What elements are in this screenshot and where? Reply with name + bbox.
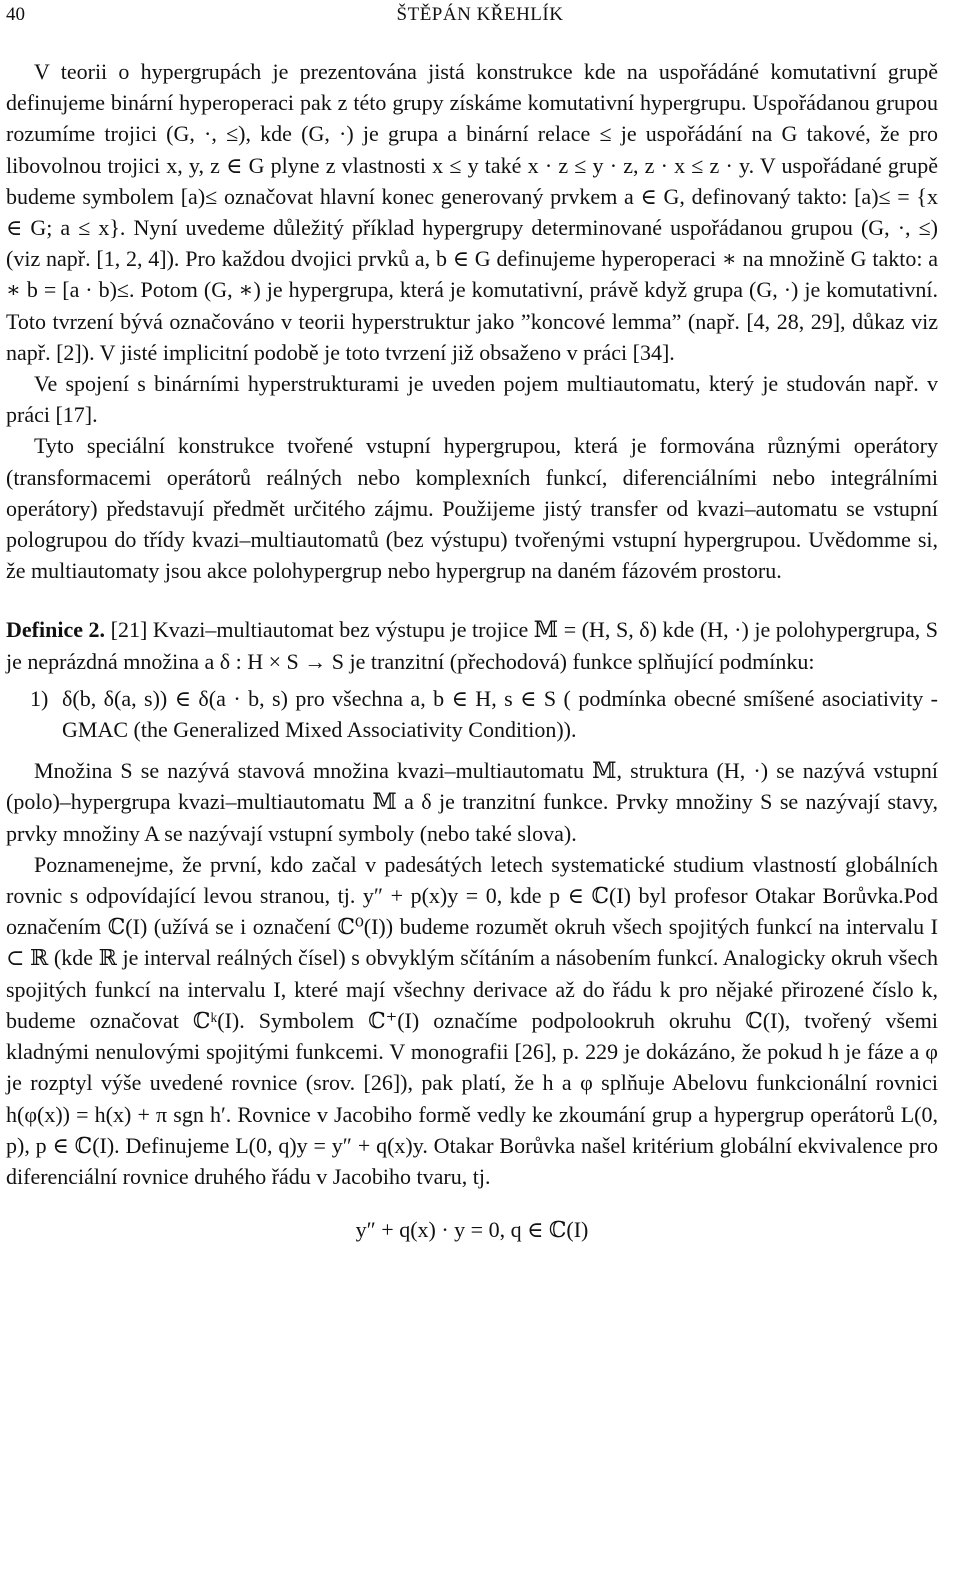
paragraph-state-set: Množina S se nazývá stavová množina kvazi–multiautomatu 𝕄, struktura (H, ·) se nazývá vstupní (polo)–hypergrupa kvazi–multiautomatu 𝕄 a δ je tranzitní funkce. Prvky množiny S se nazývají stavy, prvky množiny A se nazývají vstupní symboly (nebo také slova). — [6, 758, 938, 846]
definition-text: [21] Kvazi–multiautomat bez výstupu je trojice 𝕄 = (H, S, δ) kde (H, ·) je polohypergrupa, S je neprázdná množina a δ : H × S → S je tranzitní (přechodová) funkce splňující podmínku: — [6, 617, 939, 674]
page-body — [6, 56, 938, 1245]
page-number: 40 — [6, 4, 25, 25]
condition-text: δ(b, δ(a, s)) ∈ δ(a · b, s) pro všechna a, b ∈ H, s ∈ S ( podmínka obecné smíšené asociativity - GMAC (the Generalized Mixed Associativity Condition)). — [62, 685, 938, 743]
definition-label: Definice 2. — [6, 617, 106, 643]
condition-number: 1) — [30, 685, 49, 711]
definition-2 — [6, 614, 938, 676]
display-equation: y″ + q(x) · y = 0, q ∈ ℂ(I) — [355, 1217, 589, 1243]
paragraph-multiautomaton: Ve spojení s binárními hyperstrukturami je uveden pojem multiautomatu, který je studován např. v práci [17]. — [6, 371, 938, 428]
paragraph-constructions: Tyto speciální konstrukce tvořené vstupní hypergrupou, která je formována různými operátory (transformacemi operátorů reálných nebo komplexních funkcí, diferenciálními nebo integrálními operátory) představují předmět určitého zájmu. Použijeme jistý transfer od kvazi–automatu se vstupní pologrupou do třídy kvazi–multiautomatů (bez výstupu) tvořenými vstupní hypergrupou. Uvědomme si, že multiautomaty jsou akce polohypergrup nebo hypergrup na daném fázovém prostoru. — [6, 433, 938, 584]
definition-condition — [6, 683, 938, 745]
page-header — [0, 0, 960, 32]
paragraph-hypergroups: V teorii o hypergrupách je prezentována jistá konstrukce kde na uspořádáné komutativní grupě definujeme binární hyperoperaci pak z této grupy získáme komutativní hypergrupu. Uspořádanou grupou rozumíme trojici (G, ·, ≤), kde (G, ·) je grupa a binární relace ≤ je uspořádání na G takové, že pro libovolnou trojici x, y, z ∈ G plyne z vlastnosti x ≤ y také x · z ≤ y · z, z · x ≤ z · y. V uspořádané grupě budeme symbolem [a)≤ označovat hlavní konec generovaný prvkem a ∈ G, definovaný takto: [a)≤ = {x ∈ G; a ≤ x}. Nyní uvedeme důležitý příklad hypergrupy determinované uspořádanou grupou (G, ·, ≤) (viz např. [1, 2, 4]). Pro každou dvojici prvků a, b ∈ G definujeme hyperoperaci ∗ na množině G takto: a ∗ b = [a · b)≤. Potom (G, ∗) je hypergrupa, která je komutativní, právě když grupa (G, ·) je komutativní. Toto tvrzení bývá označováno v teorii hyperstruktur jako ”koncové lemma” (např. [4, 28, 29], důkaz viz např. [2]). V jisté implicitní podobě je toto tvrzení již obsaženo v práci [34]. — [6, 59, 938, 365]
running-head: ŠTĚPÁN KŘEHLÍK — [396, 4, 564, 25]
paragraph-boruvka: Poznamenejme, že první, kdo začal v padesátých letech systematické studium vlastností globálních rovnic s odpovídající levou stranou, tj. y″ + p(x)y = 0, kde p ∈ ℂ(I) byl profesor Otakar Borůvka.Pod označením ℂ(I) (užívá se i označení ℂ⁰(I)) budeme rozumět okruh všech spojitých funkcí na intervalu I ⊂ ℝ (kde ℝ je interval reálných čísel) s obvyklým sčítáním a násobením funkcí. Analogicky okruh všech spojitých funkcí na intervalu I, které mají všechny derivace až do řádu k pro nějaké přirozené číslo k, budeme označovat ℂᵏ(I). Symbolem ℂ⁺(I) označíme podpolookruh okruhu ℂ(I), tvořený všemi kladnými nenulovými spojitými funkcemi. V monografii [26], p. 229 je dokázáno, že pokud h je fáze a φ je rozptyl výše uvedené rovnice (srov. [26]), pak platí, že h a φ splňuje Abelovu funkcionální rovnici h(φ(x)) = h(x) + π sgn h′. Rovnice v Jacobiho formě vedly ke zkoumání grup a hypergrup operátorů L(0, p), p ∈ ℂ(I). Definujeme L(0, q)y = y″ + q(x)y. Otakar Borůvka našel kritérium globální ekvivalence pro diferenciální rovnice druhého řádu v Jacobiho tvaru, tj. — [6, 851, 938, 1189]
